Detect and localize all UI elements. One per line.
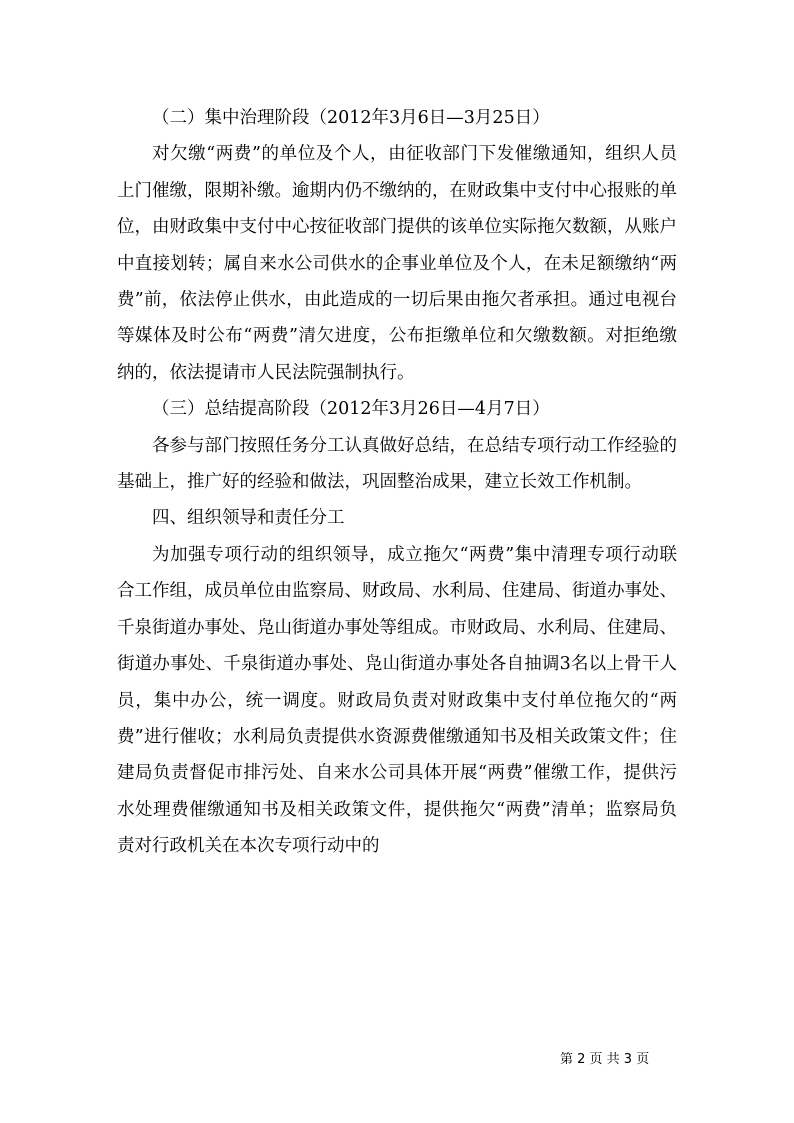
page-number-footer: 第 2 页 共 3 页 [560,1052,650,1067]
section-heading-organization: 四、组织领导和责任分工 [152,508,345,529]
section-heading-phase-3: （三）总结提高阶段（2012年3月26日—4月7日） [152,399,550,420]
section-heading-phase-2: （二）集中治理阶段（2012年3月6日—3月25日） [152,108,550,128]
document-body [117,100,677,865]
paragraph-phase-2: 对欠缴“两费”的单位及个人，由征收部门下发催缴通知，组织人员上门催缴，限期补缴。逾期内仍不缴纳的，在财政集中支付中心报账的单位，由财政集中支付中心按征收部门提供的该单位实际拖欠数额，从账户中直接划转；属自来水公司供水的企事业单位及个人，在未足额缴纳“两费”前，依法停止供水，由此造成的一切后果由拖欠者承担。通过电视台等媒体及时公布“两费”清欠进度，公布拒缴单位和欠缴数额。对拒绝缴纳的，依法提请市人民法院强制执行。 [117,144,677,383]
paragraph-phase-3: 各参与部门按照任务分工认真做好总结，在总结专项行动工作经验的基础上，推广好的经验和做法，巩固整治成果，建立长效工作机制。 [117,435,677,493]
paragraph-organization: 为加强专项行动的组织领导，成立拖欠“两费”集中清理专项行动联合工作组，成员单位由监察局、财政局、水利局、住建局、街道办事处、千泉街道办事处、凫山街道办事处等组成。市财政局、水利局、住建局、街道办事处、千泉街道办事处、凫山街道办事处各自抽调3名以上骨干人员，集中办公，统一调度。财政局负责对财政集中支付单位拖欠的“两费”进行催收；水利局负责提供水资源费催缴通知书及相关政策文件；住建局负责督促市排污处、自来水公司具体开展“两费”催缴工作，提供污水处理费催缴通知书及相关政策文件，提供拖欠“两费”清单；监察局负责对行政机关在本次专项行动中的 [117,544,677,857]
